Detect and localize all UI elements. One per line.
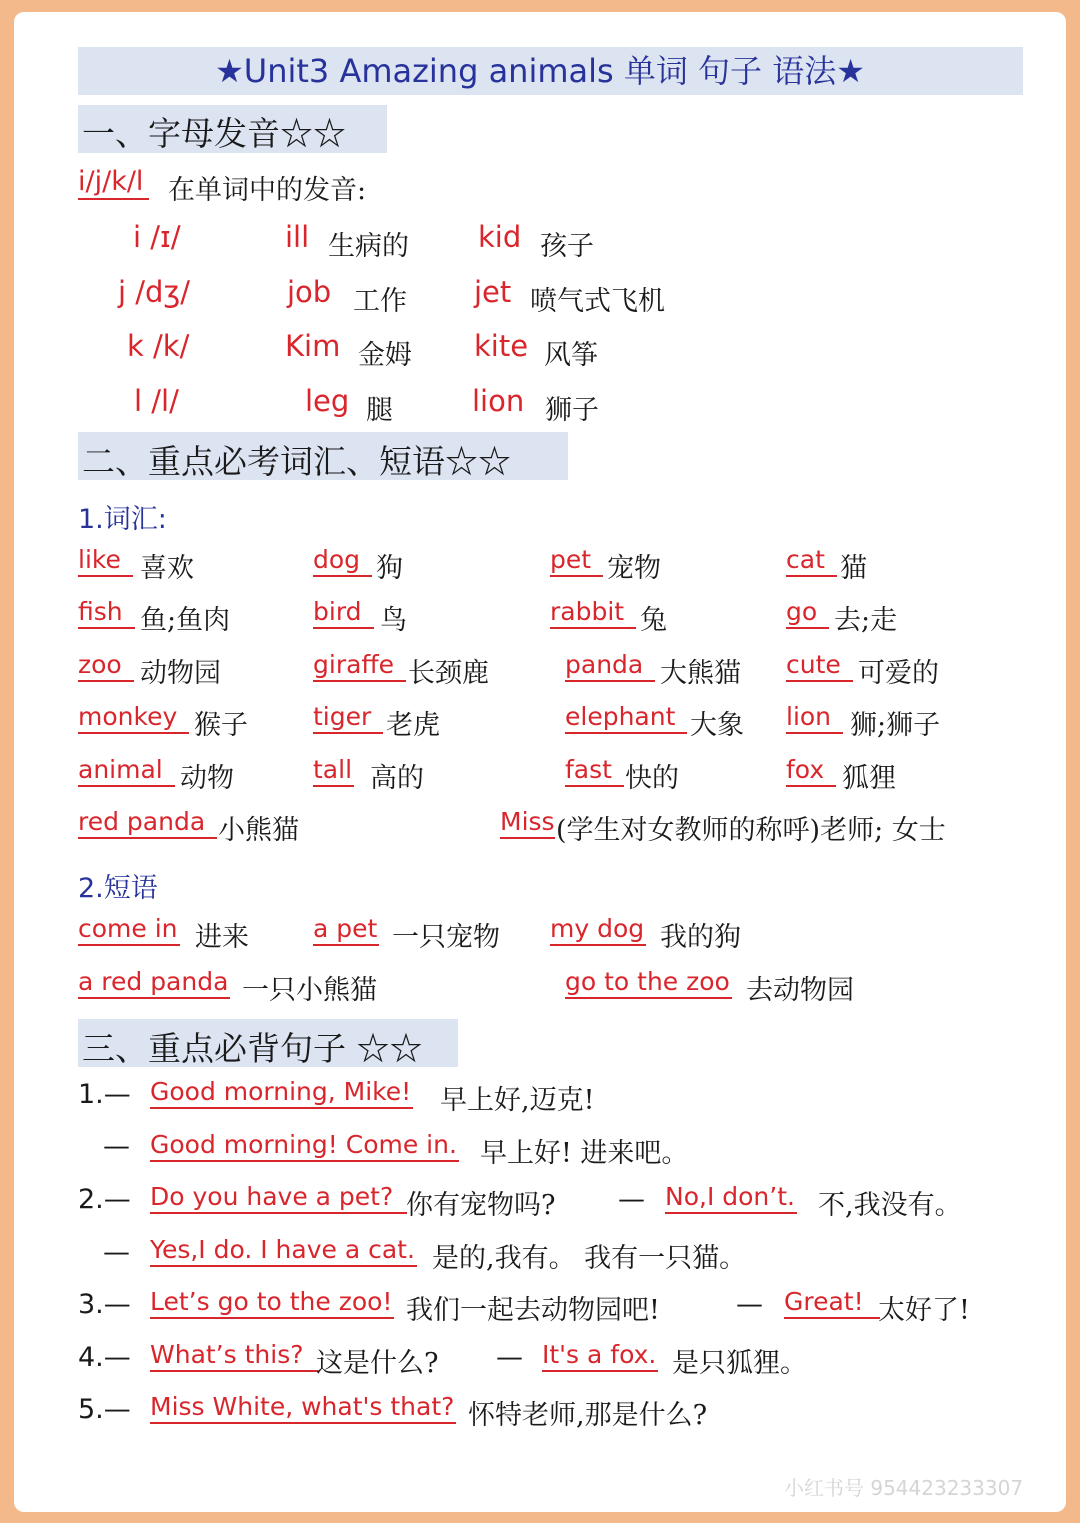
pron-symbol: k /k/ — [127, 329, 190, 363]
vocab-word: cute — [786, 650, 853, 682]
phrase-en: a pet — [313, 914, 379, 946]
vocab-word: fast — [565, 755, 624, 787]
pron-word: ill — [285, 220, 310, 254]
vocab-word: go — [786, 597, 829, 629]
vocab-meaning: 鸟 — [380, 605, 407, 636]
vocab-meaning: 狗 — [376, 553, 403, 584]
vocab-meaning: 宠物 — [607, 553, 661, 584]
vocab-word: pet — [550, 545, 603, 577]
vocab-meaning: 长颈鹿 — [408, 658, 489, 689]
vocab-word: animal — [78, 755, 175, 787]
vocab-word: fish — [78, 597, 135, 629]
section-1-title: 一、字母发音☆☆ — [82, 114, 346, 153]
sentence-en: No,I don’t. — [665, 1182, 797, 1214]
vocab-word: cat — [786, 545, 837, 577]
vocab-word: lion — [786, 702, 843, 734]
pron-word: leg — [305, 384, 350, 418]
vocab-word: tiger — [313, 702, 383, 734]
vocab-meaning: 小熊猫 — [218, 815, 299, 846]
phrase-en: a red panda — [78, 967, 230, 999]
intro-letters: i/j/k/l — [78, 166, 149, 200]
pron-meaning: 生病的 — [328, 231, 409, 262]
sentence-cn: 你有宠物吗? — [406, 1190, 556, 1221]
vocab-meaning: 动物园 — [140, 658, 221, 689]
pron-word: kid — [478, 220, 522, 254]
vocab-word: elephant — [565, 702, 687, 734]
sentence-en: It's a fox. — [542, 1340, 658, 1372]
dialog-dash: — — [736, 1289, 763, 1320]
vocab-word: giraffe — [313, 650, 406, 682]
vocab-label: 1.词汇: — [78, 504, 167, 535]
vocab-meaning: 狮;狮子 — [850, 710, 941, 741]
section-3-title: 三、重点必背句子 ☆☆ — [82, 1029, 423, 1068]
pron-meaning: 孩子 — [540, 231, 594, 262]
phrase-en: go to the zoo — [565, 967, 732, 999]
pron-meaning: 工作 — [353, 286, 407, 317]
sentence-number: 5.— — [78, 1394, 131, 1425]
sentence-en: What’s this? — [150, 1340, 318, 1372]
dialog-dash: — — [103, 1131, 130, 1162]
vocab-word: fox — [786, 755, 836, 787]
sentence-cn: 我们一起去动物园吧! — [406, 1295, 660, 1326]
vocab-word: Miss — [500, 807, 555, 839]
sentence-cn: 这是什么? — [316, 1348, 439, 1379]
pron-word: jet — [474, 275, 512, 309]
pron-meaning: 狮子 — [545, 395, 599, 426]
sentence-cn: 不,我没有。 — [818, 1190, 962, 1221]
sentence-number: 4.— — [78, 1342, 131, 1373]
vocab-word: zoo — [78, 650, 134, 682]
vocab-word: like — [78, 545, 133, 577]
phrase-en: come in — [78, 914, 180, 946]
vocab-word: dog — [313, 545, 372, 577]
vocab-word: tall — [313, 755, 354, 787]
sentence-cn: 早上好! 进来吧。 — [480, 1138, 689, 1169]
phrase-label: 2.短语 — [78, 873, 158, 904]
watermark: 小红书号 954423233307 — [784, 1476, 1024, 1500]
vocab-word: red panda — [78, 807, 217, 839]
vocab-word: monkey — [78, 702, 189, 734]
pron-symbol: i /ɪ/ — [133, 220, 181, 254]
vocab-meaning: 去;走 — [834, 605, 898, 636]
sentence-en: Great! — [784, 1287, 880, 1319]
dialog-dash: — — [618, 1184, 645, 1215]
sentence-en: Let’s go to the zoo! — [150, 1287, 394, 1319]
sentence-en: Yes,I do. I have a cat. — [150, 1235, 417, 1267]
vocab-meaning: 高的 — [370, 763, 424, 794]
phrase-cn: 我的狗 — [660, 922, 741, 953]
phrase-cn: 一只宠物 — [392, 922, 500, 953]
sentence-cn: 是只狐狸。 — [672, 1348, 807, 1379]
vocab-meaning: 大熊猫 — [660, 658, 741, 689]
page-title: ★Unit3 Amazing animals 单词 句子 语法★ — [215, 52, 865, 90]
pron-meaning: 喷气式飞机 — [530, 286, 665, 317]
vocab-meaning: 喜欢 — [140, 553, 194, 584]
sentence-cn: 是的,我有。 我有一只猫。 — [432, 1243, 747, 1274]
pron-meaning: 腿 — [366, 395, 393, 426]
vocab-word: rabbit — [550, 597, 636, 629]
dialog-dash: — — [103, 1237, 130, 1268]
section-2-title: 二、重点必考词汇、短语☆☆ — [82, 442, 511, 481]
phrase-cn: 进来 — [195, 922, 249, 953]
pron-word: lion — [472, 384, 525, 418]
vocab-meaning: 动物 — [180, 763, 234, 794]
phrase-cn: 一只小熊猫 — [242, 975, 377, 1006]
pron-word: job — [287, 275, 332, 309]
dialog-dash: — — [496, 1342, 523, 1373]
sentence-cn: 怀特老师,那是什么? — [468, 1400, 708, 1431]
vocab-meaning: 兔 — [640, 605, 667, 636]
pron-meaning: 风筝 — [544, 340, 598, 371]
vocab-meaning: 鱼;鱼肉 — [140, 605, 231, 636]
vocab-meaning: 快的 — [625, 763, 679, 794]
pron-meaning: 金姆 — [358, 340, 412, 371]
vocab-meaning: 老虎 — [386, 710, 440, 741]
sentence-en: Miss White, what's that? — [150, 1392, 456, 1424]
vocab-word: panda — [565, 650, 655, 682]
pron-symbol: l /l/ — [134, 384, 179, 418]
phrase-cn: 去动物园 — [746, 975, 854, 1006]
phrase-en: my dog — [550, 914, 646, 946]
sentence-cn: 太好了! — [878, 1295, 970, 1326]
vocab-word: bird — [313, 597, 374, 629]
pron-symbol: j /dʒ/ — [118, 275, 190, 309]
vocab-meaning: 猴子 — [194, 710, 248, 741]
sentence-en: Do you have a pet? — [150, 1182, 407, 1214]
pron-word: kite — [474, 329, 529, 363]
sentence-number: 2.— — [78, 1184, 131, 1215]
vocab-meaning: 狐狸 — [842, 763, 896, 794]
pron-word: Kim — [285, 329, 341, 363]
sentence-en: Good morning, Mike! — [150, 1077, 413, 1109]
intro-text: 在单词中的发音: — [168, 175, 367, 206]
sentence-number: 3.— — [78, 1289, 131, 1320]
sentence-en: Good morning! Come in. — [150, 1130, 459, 1162]
sentence-cn: 早上好,迈克! — [440, 1085, 595, 1116]
vocab-meaning: 可爱的 — [858, 658, 939, 689]
vocab-meaning: 大象 — [690, 710, 744, 741]
sentence-number: 1.— — [78, 1079, 131, 1110]
vocab-meaning: 猫 — [840, 553, 867, 584]
vocab-meaning: (学生对女教师的称呼)老师; 女士 — [556, 815, 946, 846]
